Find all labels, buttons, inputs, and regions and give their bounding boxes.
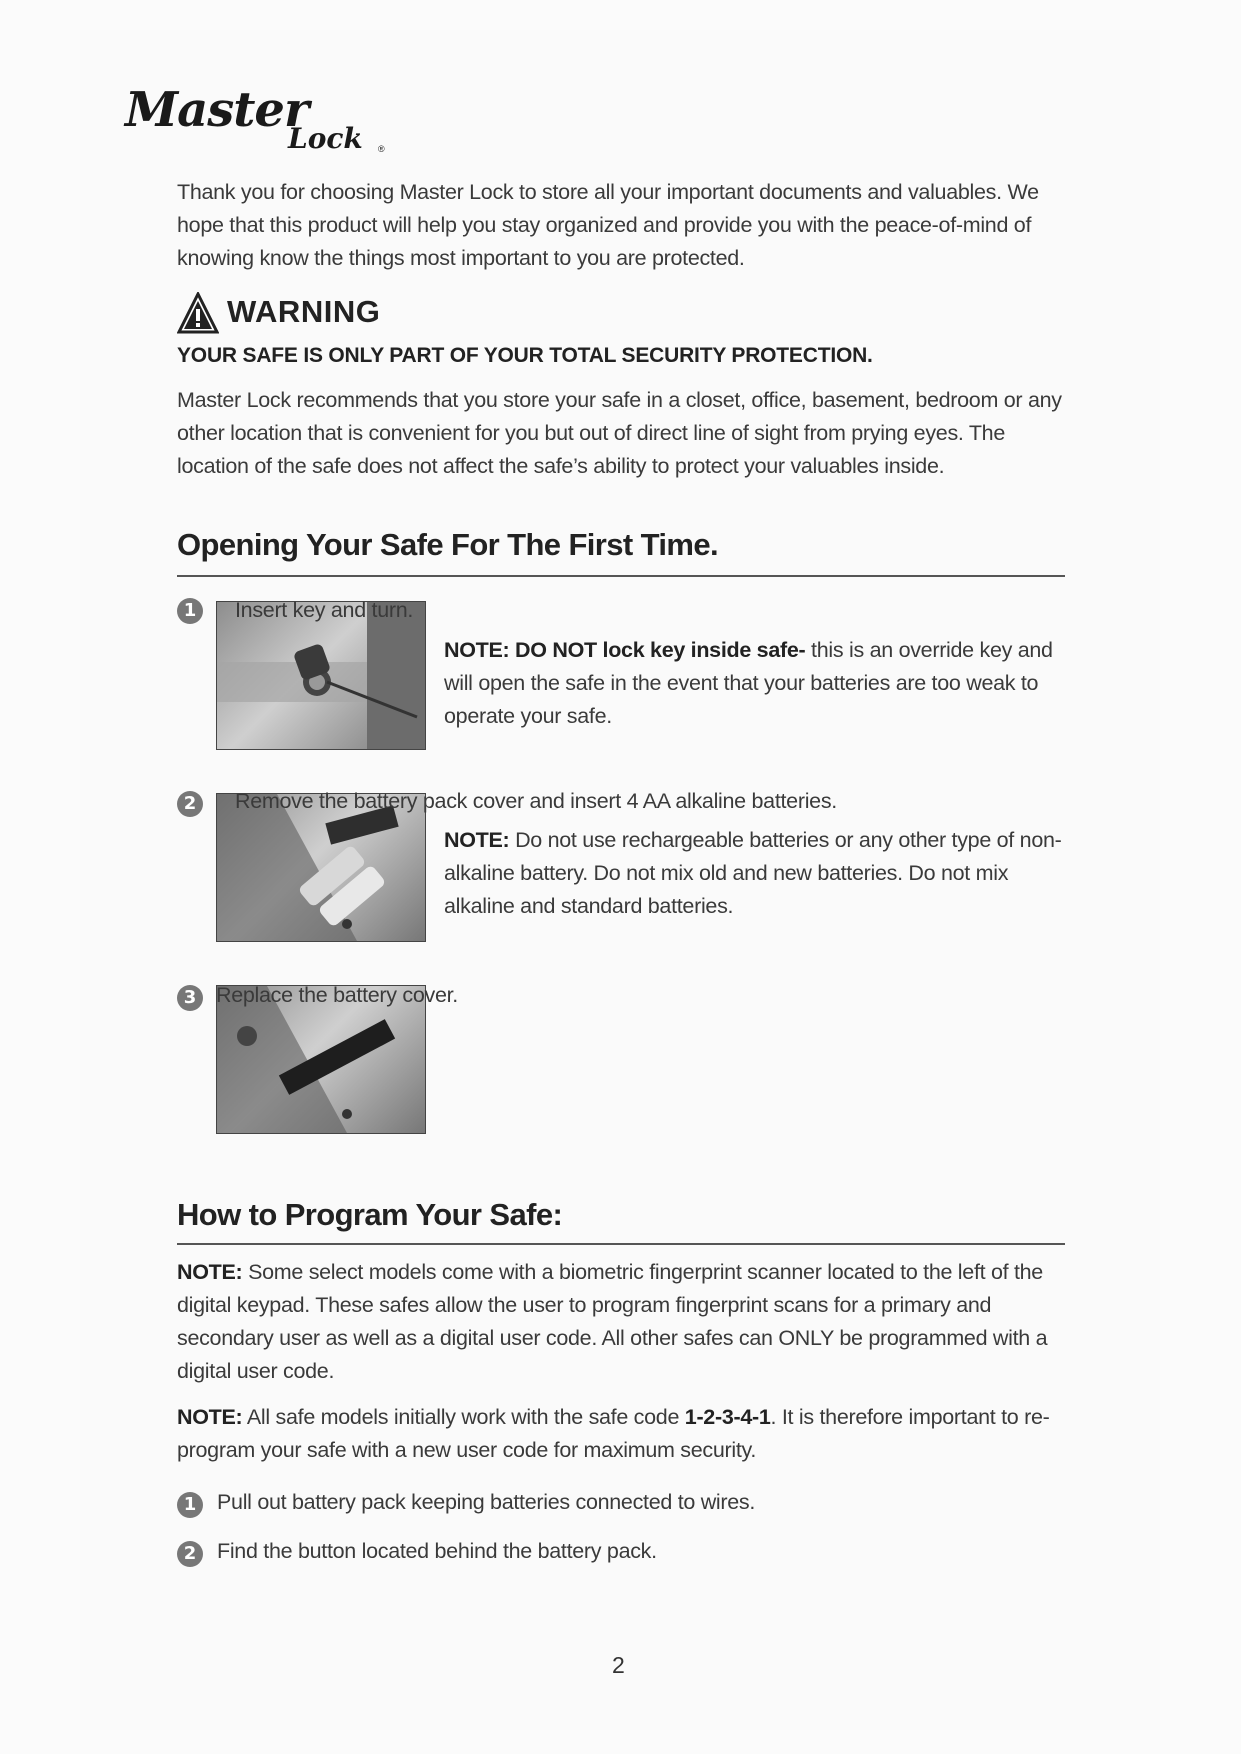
- warning-subtitle: YOUR SAFE IS ONLY PART OF YOUR TOTAL SECURITY PROTECTION.: [177, 344, 873, 367]
- program-step-1-number: 1: [177, 1492, 203, 1518]
- warning-triangle-icon: [177, 292, 219, 334]
- program-step-2-number: 2: [177, 1541, 203, 1567]
- page-number: 2: [612, 1652, 625, 1678]
- program-note-2: [177, 1401, 1077, 1467]
- warning-body: Master Lock recommends that you store your safe in a closet, office, basement, bedroom or any other location that is convenient for you but out of direct line of sight from prying eyes. The location of the safe does not affect the safe’s ability to protect your valuables inside.: [177, 388, 1062, 478]
- program-section-title: How to Program Your Safe:: [177, 1197, 563, 1232]
- program-note-1-bold: NOTE:: [177, 1260, 243, 1284]
- step-2-number: 2: [177, 791, 203, 817]
- logo-master-text: Master: [125, 82, 309, 138]
- logo-lock-text: Lock: [288, 122, 363, 155]
- opening-section-rule: [177, 575, 1065, 577]
- program-note-2-bold: NOTE:: [177, 1405, 243, 1429]
- master-lock-logo: [125, 82, 395, 154]
- step-2-note-text: Do not use rechargeable batteries or any other type of non-alkaline battery. Do not mix old and new batteries. Do not mix alkaline and standard batteries.: [444, 828, 1062, 918]
- step-3-number: 3: [177, 985, 203, 1011]
- opening-section-title: Opening Your Safe For The First Time.: [177, 527, 719, 562]
- step-1-number: 1: [177, 598, 203, 624]
- program-note-2-text-b: . It is therefore important to re-program your safe with a new user code for maximum security.: [177, 1405, 1050, 1462]
- step-1-note: [444, 634, 1074, 733]
- program-section-rule: [177, 1243, 1065, 1245]
- step-1-note-bold: NOTE: DO NOT lock key inside safe-: [444, 638, 806, 662]
- step-2-battery-photo: [216, 793, 426, 942]
- warning-title: WARNING: [227, 294, 381, 329]
- step-3-label: Replace the battery cover.: [216, 983, 458, 1007]
- step-1-key-photo: [216, 601, 426, 750]
- step-1-label: Insert key and turn.: [235, 598, 414, 622]
- program-default-code: 1-2-3-4-1: [684, 1405, 771, 1429]
- program-note-2-text-a: All safe models initially work with the safe code: [242, 1405, 685, 1429]
- program-note-1: [177, 1256, 1077, 1388]
- program-step-2-text: Find the button located behind the battery pack.: [217, 1539, 657, 1563]
- step-2-note: [444, 824, 1074, 923]
- program-note-1-text: Some select models come with a biometric fingerprint scanner located to the left of the digital keypad. These safes allow the user to program fingerprint scans for a primary and secondary user as well as a digital user code. All other safes can ONLY be programmed with a digital user code.: [177, 1260, 1048, 1383]
- logo-registered-mark: ®: [378, 144, 385, 154]
- intro-paragraph: Thank you for choosing Master Lock to store all your important documents and valuables. We hope that this product will help you stay organized and provide you with the peace-of-mind of knowing know the things most important to you are protected.: [177, 180, 1039, 270]
- step-2-label: Remove the battery pack cover and insert 4 AA alkaline batteries.: [235, 789, 837, 813]
- step-1-note-text: this is an override key and will open the safe in the event that your batteries are too weak to operate your safe.: [444, 638, 1053, 728]
- program-step-1-text: Pull out battery pack keeping batteries connected to wires.: [217, 1490, 756, 1514]
- step-2-note-bold: NOTE:: [444, 828, 510, 852]
